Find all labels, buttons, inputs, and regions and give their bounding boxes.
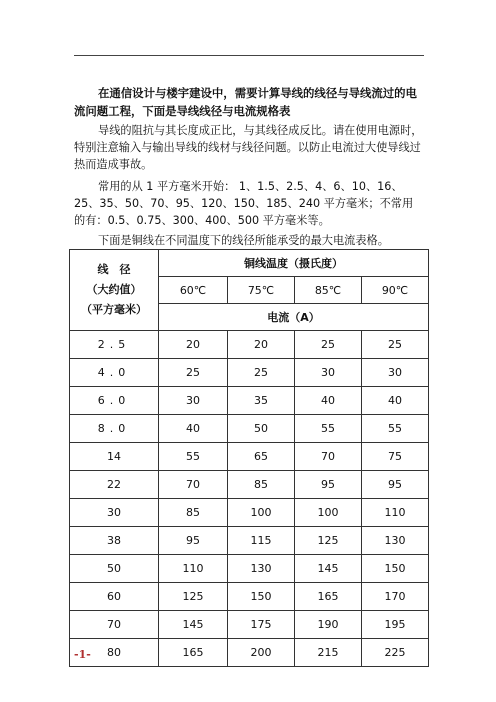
size-cell: 70 — [70, 611, 159, 639]
current-cell: 25 — [159, 359, 228, 387]
table-row — [70, 331, 429, 359]
current-cell: 165 — [159, 639, 228, 667]
size-cell: 6.0 — [70, 387, 159, 415]
current-cell: 25 — [362, 331, 429, 359]
current-cell: 85 — [228, 471, 295, 499]
current-cell: 65 — [228, 443, 295, 471]
current-cell: 95 — [295, 471, 362, 499]
current-cell: 100 — [295, 499, 362, 527]
table-row — [70, 527, 429, 555]
current-cell: 20 — [159, 331, 228, 359]
size-cell: 2.5 — [70, 331, 159, 359]
current-cell: 225 — [362, 639, 429, 667]
current-cell: 35 — [228, 387, 295, 415]
size-cell: 8.0 — [70, 415, 159, 443]
current-cell: 100 — [228, 499, 295, 527]
current-cell: 25 — [295, 331, 362, 359]
current-cell: 50 — [228, 415, 295, 443]
current-cell: 30 — [362, 359, 429, 387]
table-row — [70, 415, 429, 443]
current-cell: 75 — [362, 443, 429, 471]
current-cell: 195 — [362, 611, 429, 639]
current-cell: 30 — [295, 359, 362, 387]
temp-60: 60℃ — [159, 277, 228, 304]
page-number: -1- — [74, 648, 91, 661]
current-cell: 55 — [159, 443, 228, 471]
wire-current-table — [69, 249, 429, 667]
table-row — [70, 387, 429, 415]
current-cell: 145 — [159, 611, 228, 639]
current-cell: 125 — [159, 583, 228, 611]
current-cell: 20 — [228, 331, 295, 359]
current-cell: 40 — [362, 387, 429, 415]
size-cell: 14 — [70, 443, 159, 471]
size-cell: 38 — [70, 527, 159, 555]
table-row — [70, 359, 429, 387]
current-cell: 190 — [295, 611, 362, 639]
current-cell: 55 — [295, 415, 362, 443]
temp-header: 铜线温度（摄氏度） — [159, 250, 429, 277]
current-cell: 130 — [228, 555, 295, 583]
table-row — [70, 639, 429, 667]
size-cell: 4.0 — [70, 359, 159, 387]
current-cell: 165 — [295, 583, 362, 611]
current-cell: 30 — [159, 387, 228, 415]
current-cell: 145 — [295, 555, 362, 583]
current-cell: 110 — [159, 555, 228, 583]
table-row — [70, 443, 429, 471]
table-row — [70, 555, 429, 583]
current-cell: 95 — [159, 527, 228, 555]
table-row — [70, 611, 429, 639]
size-header: 线 径 （大约值） （平方毫米） — [70, 250, 159, 331]
temp-85: 85℃ — [295, 277, 362, 304]
current-cell: 170 — [362, 583, 429, 611]
size-cell: 80 — [70, 639, 159, 667]
header-rule — [74, 55, 424, 56]
table-row — [70, 499, 429, 527]
current-cell: 175 — [228, 611, 295, 639]
current-cell: 200 — [228, 639, 295, 667]
current-cell: 110 — [362, 499, 429, 527]
current-cell: 70 — [159, 471, 228, 499]
current-cell: 215 — [295, 639, 362, 667]
table-row — [70, 471, 429, 499]
current-cell: 55 — [362, 415, 429, 443]
size-cell: 30 — [70, 499, 159, 527]
table-row — [70, 583, 429, 611]
paragraph-impedance: 导线的阻抗与其长度成正比，与其线径成反比。请在使用电源时，特别注意输入与输出导线的线材与线径问题。以防止电流过大使导线过热而造成事故。 — [74, 124, 423, 171]
table-header-row — [70, 250, 429, 277]
temp-90: 90℃ — [362, 277, 429, 304]
temp-75: 75℃ — [228, 277, 295, 304]
current-cell: 150 — [228, 583, 295, 611]
current-cell: 85 — [159, 499, 228, 527]
current-cell: 40 — [295, 387, 362, 415]
current-cell: 125 — [295, 527, 362, 555]
document-heading: 在通信设计与楼宇建设中，需要计算导线的线径与导线流过的电流问题工程，下面是导线线径与电流规格表 — [74, 86, 417, 118]
paragraph-common-sizes: 常用的从 1 平方毫米开始： 1、1.5、2.5、4、6、10、16、25、35、50、70、95、120、150、185、240 平方毫米；不常用的有：0.5、0.75、300、400、500 平方毫米等。 — [74, 180, 414, 227]
current-cell: 70 — [295, 443, 362, 471]
size-cell: 50 — [70, 555, 159, 583]
current-cell: 130 — [362, 527, 429, 555]
current-cell: 115 — [228, 527, 295, 555]
paragraph-table-intro: 下面是铜线在不同温度下的线径所能承受的最大电流表格。 — [98, 234, 389, 247]
current-cell: 95 — [362, 471, 429, 499]
current-cell: 25 — [228, 359, 295, 387]
current-cell: 40 — [159, 415, 228, 443]
current-cell: 150 — [362, 555, 429, 583]
size-cell: 22 — [70, 471, 159, 499]
size-cell: 60 — [70, 583, 159, 611]
current-header: 电流（A） — [159, 304, 429, 331]
